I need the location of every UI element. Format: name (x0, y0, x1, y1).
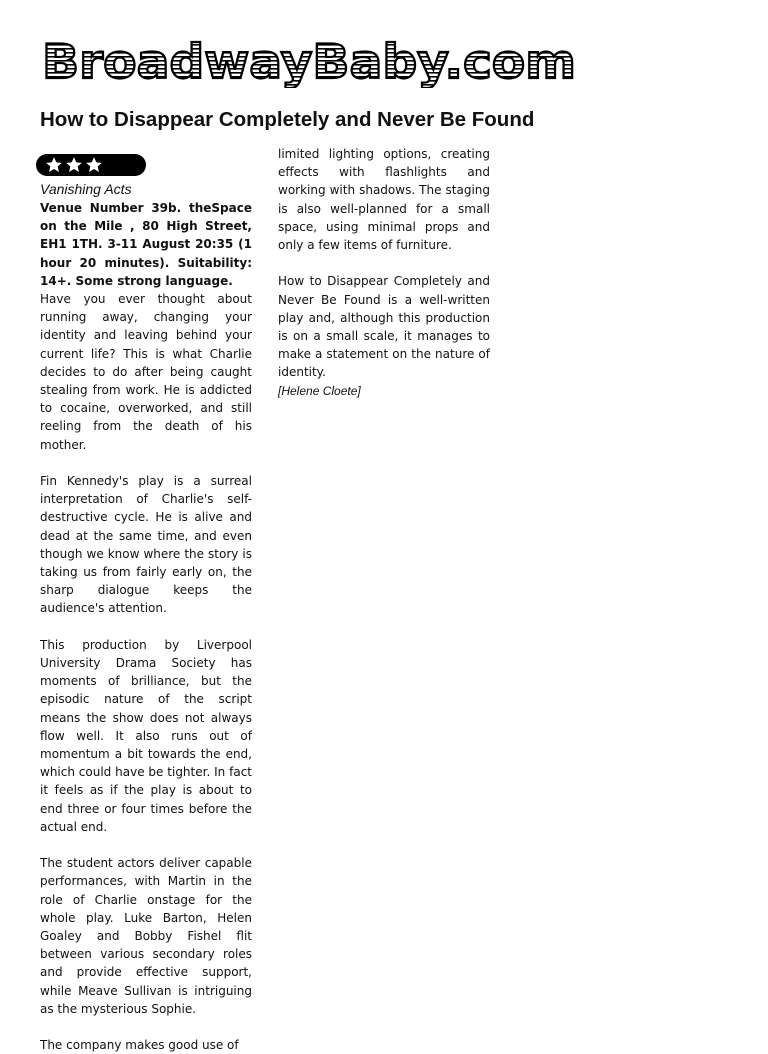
venue-info: Venue Number 39b. theSpace on the Mile , 80 High Street, EH1 1TH. 3-11 August 20:35 (1 hour 20 minutes). Suitability: 14+. Some strong language. (40, 201, 252, 288)
body-paragraph: This production by Liverpool University Drama Society has moments of brilliance, but the episodic nature of the script means the show does not always flow well. It also runs out of momentum a bit towards the end, which could have be tighter. In fact it feels as if the play is about to end three or four times before the actual end. (40, 637, 252, 834)
logo-text: BroadwayBaby.com (42, 35, 576, 88)
article-column-right (278, 145, 490, 400)
site-logo (40, 32, 580, 88)
body-paragraph: limited lighting options, creating effects with flashlights and working with shadows. The staging is also well-planned for a small space, using minimal props and only a few items of furniture. (278, 147, 490, 253)
star-rating (36, 154, 146, 176)
body-paragraph: The student actors deliver capable performances, with Martin in the role of Charlie onstage for the whole play. Luke Barton, Helen Goaley and Bobby Fishel flit between various secondary roles and provide effective support, while Meave Sullivan is intriguing as the mysterious Sophie. (40, 856, 252, 1016)
article-title: How to Disappear Completely and Never Be Found (40, 108, 535, 131)
company-name: Vanishing Acts (40, 181, 132, 197)
body-paragraph: How to Disappear Completely and Never Be Found is a well-written play and, although this production is on a small scale, it manages to make a statement on the nature of identity. (278, 274, 490, 380)
star-icon (85, 156, 103, 174)
site-logo-graphic (40, 32, 580, 88)
body-paragraph: Fin Kennedy's play is a surreal interpretation of Charlie's self-destructive cycle. He is alive and dead at the same time, and even though we know where the story is taking us from fairly early on, the sharp dialogue keeps the audience's attention. (40, 474, 252, 616)
star-icon (45, 156, 63, 174)
body-paragraph: The company makes good use of (40, 1038, 239, 1053)
reviewer-credit: [Helene Cloete] (278, 383, 361, 398)
star-icon (65, 156, 83, 174)
body-paragraph: Have you ever thought about running away, changing your identity and leaving behind your current life? This is what Charlie decides to do after being caught stealing from work. He is addicted to cocaine, overworked, and still reeling from the death of his mother. (40, 292, 252, 452)
article-column-left (40, 180, 252, 1054)
